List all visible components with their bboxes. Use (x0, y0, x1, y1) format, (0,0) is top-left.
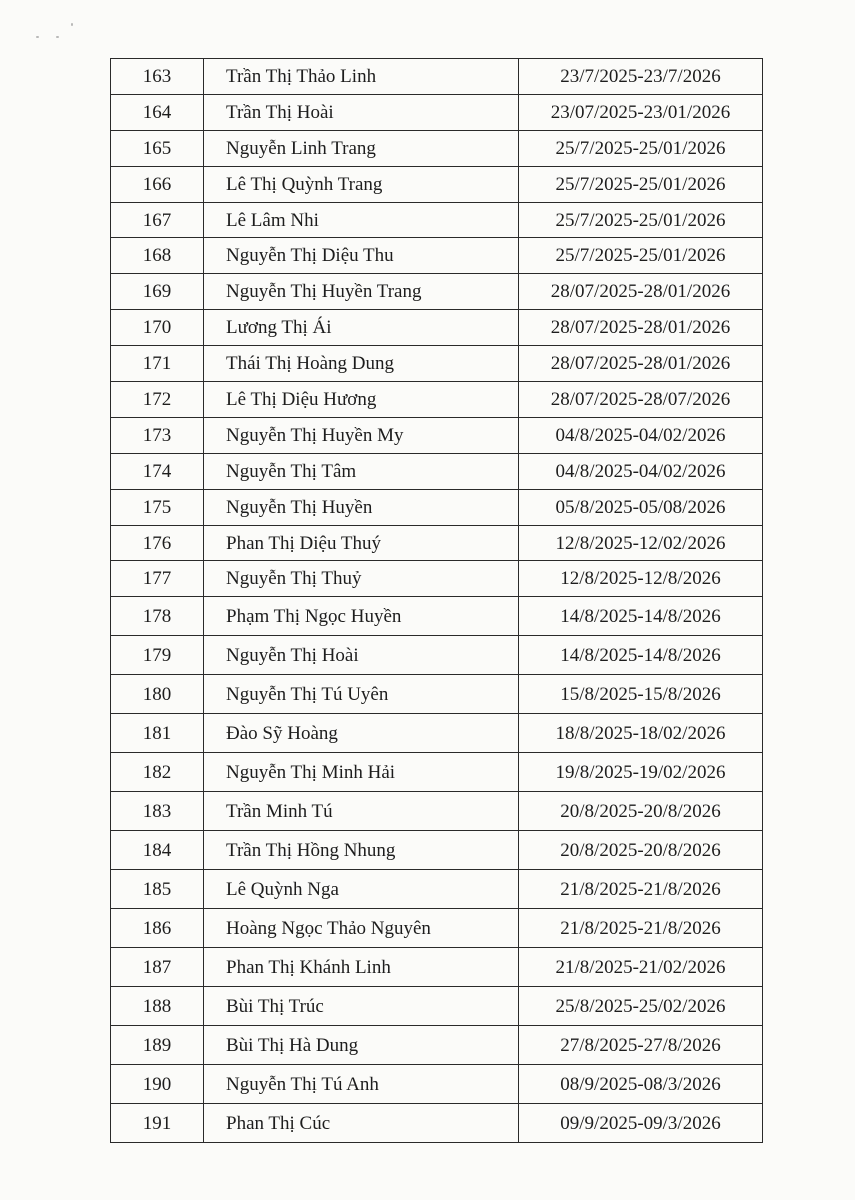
date-range: 14/8/2025-14/8/2026 (519, 597, 763, 636)
date-range: 23/7/2025-23/7/2026 (519, 59, 763, 95)
date-range: 18/8/2025-18/02/2026 (519, 714, 763, 753)
participant-table-body (111, 59, 763, 1143)
participant-table (110, 58, 763, 1143)
date-range: 28/07/2025-28/01/2026 (519, 346, 763, 382)
date-range: 19/8/2025-19/02/2026 (519, 753, 763, 792)
person-name: Phan Thị Khánh Linh (204, 948, 519, 987)
table-row (111, 561, 763, 597)
person-name: Phan Thị Cúc (204, 1104, 519, 1143)
row-number: 191 (111, 1104, 204, 1143)
table-row (111, 597, 763, 636)
person-name: Trần Thị Thảo Linh (204, 59, 519, 95)
person-name: Phạm Thị Ngọc Huyền (204, 597, 519, 636)
row-number: 180 (111, 675, 204, 714)
row-number: 169 (111, 274, 204, 310)
date-range: 12/8/2025-12/8/2026 (519, 561, 763, 597)
person-name: Trần Thị Hoài (204, 94, 519, 130)
row-number: 174 (111, 453, 204, 489)
date-range: 25/8/2025-25/02/2026 (519, 987, 763, 1026)
table-row (111, 382, 763, 418)
row-number: 178 (111, 597, 204, 636)
row-number: 172 (111, 382, 204, 418)
table-row (111, 453, 763, 489)
row-number: 168 (111, 238, 204, 274)
date-range: 12/8/2025-12/02/2026 (519, 525, 763, 561)
person-name: Nguyễn Thị Huyền My (204, 417, 519, 453)
row-number: 173 (111, 417, 204, 453)
row-number: 176 (111, 525, 204, 561)
person-name: Nguyễn Thị Huyền (204, 489, 519, 525)
person-name: Nguyễn Linh Trang (204, 130, 519, 166)
row-number: 175 (111, 489, 204, 525)
date-range: 14/8/2025-14/8/2026 (519, 636, 763, 675)
date-range: 28/07/2025-28/01/2026 (519, 274, 763, 310)
table-row (111, 238, 763, 274)
person-name: Phan Thị Diệu Thuý (204, 525, 519, 561)
table-row (111, 94, 763, 130)
date-range: 25/7/2025-25/01/2026 (519, 130, 763, 166)
row-number: 177 (111, 561, 204, 597)
person-name: Lê Thị Quỳnh Trang (204, 166, 519, 202)
person-name: Trần Thị Hồng Nhung (204, 831, 519, 870)
scan-artifact (56, 36, 59, 38)
person-name: Lê Quỳnh Nga (204, 870, 519, 909)
row-number: 164 (111, 94, 204, 130)
table-row (111, 792, 763, 831)
date-range: 25/7/2025-25/01/2026 (519, 202, 763, 238)
row-number: 170 (111, 310, 204, 346)
table-row (111, 636, 763, 675)
person-name: Thái Thị Hoàng Dung (204, 346, 519, 382)
row-number: 182 (111, 753, 204, 792)
scan-artifact (36, 36, 39, 38)
person-name: Nguyễn Thị Tú Uyên (204, 675, 519, 714)
table-row (111, 987, 763, 1026)
table-row (111, 130, 763, 166)
scan-artifact (71, 23, 73, 26)
table-row (111, 1026, 763, 1065)
date-range: 15/8/2025-15/8/2026 (519, 675, 763, 714)
row-number: 181 (111, 714, 204, 753)
row-number: 189 (111, 1026, 204, 1065)
date-range: 09/9/2025-09/3/2026 (519, 1104, 763, 1143)
table-row (111, 1065, 763, 1104)
date-range: 21/8/2025-21/8/2026 (519, 909, 763, 948)
date-range: 21/8/2025-21/02/2026 (519, 948, 763, 987)
table-row (111, 202, 763, 238)
row-number: 165 (111, 130, 204, 166)
table-row (111, 59, 763, 95)
date-range: 08/9/2025-08/3/2026 (519, 1065, 763, 1104)
person-name: Bùi Thị Hà Dung (204, 1026, 519, 1065)
row-number: 188 (111, 987, 204, 1026)
row-number: 179 (111, 636, 204, 675)
person-name: Nguyễn Thị Hoài (204, 636, 519, 675)
table-row (111, 870, 763, 909)
row-number: 183 (111, 792, 204, 831)
row-number: 185 (111, 870, 204, 909)
table-row (111, 675, 763, 714)
table-row (111, 948, 763, 987)
date-range: 23/07/2025-23/01/2026 (519, 94, 763, 130)
row-number: 187 (111, 948, 204, 987)
row-number: 167 (111, 202, 204, 238)
table-row (111, 714, 763, 753)
date-range: 20/8/2025-20/8/2026 (519, 831, 763, 870)
date-range: 05/8/2025-05/08/2026 (519, 489, 763, 525)
person-name: Nguyễn Thị Huyền Trang (204, 274, 519, 310)
table-row (111, 417, 763, 453)
date-range: 25/7/2025-25/01/2026 (519, 238, 763, 274)
table-row (111, 525, 763, 561)
person-name: Nguyễn Thị Tâm (204, 453, 519, 489)
person-name: Đào Sỹ Hoàng (204, 714, 519, 753)
person-name: Nguyễn Thị Tú Anh (204, 1065, 519, 1104)
person-name: Trần Minh Tú (204, 792, 519, 831)
person-name: Bùi Thị Trúc (204, 987, 519, 1026)
person-name: Nguyễn Thị Minh Hải (204, 753, 519, 792)
table-row (111, 489, 763, 525)
row-number: 171 (111, 346, 204, 382)
table-row (111, 310, 763, 346)
row-number: 186 (111, 909, 204, 948)
person-name: Lương Thị Ái (204, 310, 519, 346)
row-number: 184 (111, 831, 204, 870)
table-row (111, 346, 763, 382)
table-row (111, 166, 763, 202)
table-row (111, 274, 763, 310)
person-name: Lê Lâm Nhi (204, 202, 519, 238)
date-range: 20/8/2025-20/8/2026 (519, 792, 763, 831)
person-name: Lê Thị Diệu Hương (204, 382, 519, 418)
date-range: 28/07/2025-28/01/2026 (519, 310, 763, 346)
date-range: 04/8/2025-04/02/2026 (519, 417, 763, 453)
date-range: 04/8/2025-04/02/2026 (519, 453, 763, 489)
person-name: Nguyễn Thị Thuỷ (204, 561, 519, 597)
date-range: 27/8/2025-27/8/2026 (519, 1026, 763, 1065)
date-range: 25/7/2025-25/01/2026 (519, 166, 763, 202)
table-row (111, 1104, 763, 1143)
table-row (111, 831, 763, 870)
table-row (111, 909, 763, 948)
row-number: 190 (111, 1065, 204, 1104)
table-row (111, 753, 763, 792)
person-name: Hoàng Ngọc Thảo Nguyên (204, 909, 519, 948)
row-number: 163 (111, 59, 204, 95)
row-number: 166 (111, 166, 204, 202)
date-range: 21/8/2025-21/8/2026 (519, 870, 763, 909)
date-range: 28/07/2025-28/07/2026 (519, 382, 763, 418)
person-name: Nguyễn Thị Diệu Thu (204, 238, 519, 274)
